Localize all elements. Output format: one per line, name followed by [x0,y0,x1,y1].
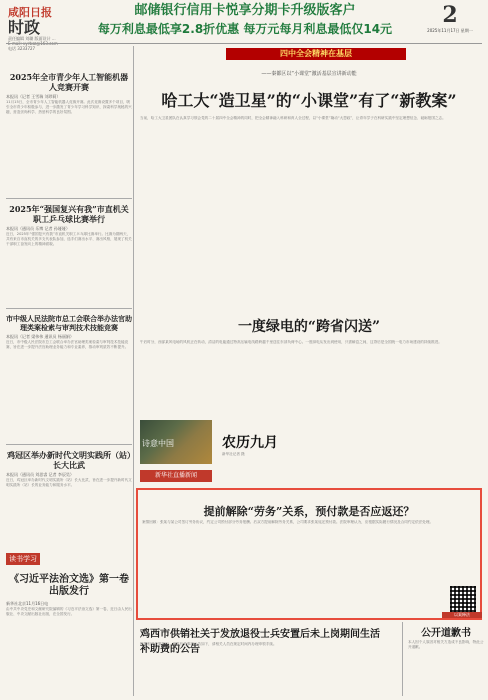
story-body: 11月15日，全市青少年人工智能机器人竞赛开赛。此次竞赛设置多个项目，吸引全市青少年积极参与，进一步激发了青少年学习科学知识、探索科学奥秘的兴趣，营造崇尚科学、热爱科学的良好氛围。 [6,100,132,114]
story-civilization-contest[interactable] [6,450,132,548]
story-c-title[interactable]: 提前解除“劳务”关系，预付款是否应返还？ [203,505,415,518]
phone-line: 电话 3233727 [8,46,36,51]
qr-code[interactable] [450,586,476,612]
page-number-block [415,2,485,42]
divider [6,198,132,199]
story-c-body: 案情回顾：张某与某公司签订劳务协议，约定公司预付部分劳务报酬。后双方提前解除劳务关系，公司要求张某返还预付款。法院审理认为，应根据实际履行情况及合同约定依法处理。 [142,520,434,524]
banner-label: 四中全会精神在基层 [226,48,406,60]
story-a-body: 当前，哈工大卫星团队在认真学习领会党的二十届四中全会精神的同时，把全会精神融入科研和育人全过程，以“小课堂”撬动“大思政”，让青年学子在科研实践中坚定理想信念、砥砺报国之志。 [140,116,446,120]
editor-line: 责任编辑 刘璐 版面设计 ... [8,36,56,41]
ad-line-1: 邮储银行信用卡悦享分期卡升级版客户 [134,3,356,18]
story-a-subhead: ——秦都区以“小课堂”激活基层宣讲新动能 [261,71,357,77]
xinhua-tag: 新华社直播新闻 [140,470,212,482]
story-b-body: 午后时分，西部某风电场的风机正在转动，清洁的电能通过特高压输电线路跨越千里送往东部负荷中心。一度绿电从发出到使用，只需瞬息之间，这背后是全国统一电力市场建设的持续推进。 [140,340,442,344]
story-byline: 本报讯（通讯员 刘思睿 记者 李辰昊） [6,472,74,477]
page-number: 2 [442,2,458,28]
qr-caption: 以案释法 [442,612,482,618]
issue-date: 2025年11月17日 星期一 [427,28,473,33]
story-title: 2025年“强国复兴有我”市直机关职工乒乓球比赛举行 [9,204,129,224]
divider [6,308,132,309]
bank-advertisement[interactable] [80,2,410,42]
ad-line-2: 每万利息最低享2.8折优惠 每万元每月利息最低仅14元 [97,22,393,36]
masthead [0,0,488,51]
story-body: 近日，市中级人民法院市总工会联合举办法官助理类案检索与审判技术技能竞赛，旨在进一步提升法官助理业务能力和专业素养，推动审判质效不断提升。 [6,340,129,349]
story-byline: 本报讯（通讯员 乐博 记者 孙娅娅） [6,226,70,231]
story-title: 市中级人民法院市总工会联合举办法官助理类案检索与审判技术技能竞赛 [6,314,132,332]
brand-block [8,4,78,51]
story-byline: 新华社北京11月16日电 [6,601,49,606]
story-d-title[interactable]: 鸡西市供销社关于发放退役士兵安置后未上岗期间生活补助费的公告 [140,629,380,655]
story-byline: 本报讯（记者 梁伟伟 通讯员 杨丽娟） [6,334,74,339]
story-rule-of-law-book[interactable] [6,574,132,687]
story-a-title[interactable]: 哈工大“造卫星”的“小课堂”有了“新教案” [161,91,457,110]
story-court-contest[interactable] [6,314,132,422]
divider [6,444,132,445]
story-body: 近日，2025年“强国复兴有我”市直机关职工乒乓球比赛举行。比赛为期两天，共有来自市直机关的多支代表队参加，选手们赛出水平、赛出风格，展现了机关干部职工奋发向上的精神面貌。 [6,232,132,246]
poem-side-label: 诗意中国 [142,439,174,448]
story-e-body: 本人因个人原因对相关方造成不良影响，特此公开道歉。 [408,640,484,649]
header-divider [6,43,482,44]
story-table-tennis[interactable] [6,204,132,302]
story-e-title[interactable]: 公开道歉书 [421,628,471,639]
story-title: 《习近平法治文选》第一卷出版发行 [9,574,129,597]
story-robot-contest[interactable] [6,72,132,166]
poem-title[interactable]: 农历九月 [222,435,278,451]
story-d-body: 根据相关政策规定，现将有关事项公告如下，请相关人员在规定时间内办理申领手续。 [140,642,277,646]
section-title: 时政 [8,18,41,37]
story-body: 近日，鸡冠区举办新时代文明实践所（站）长大比武，旨在进一步提升新时代文明实践所（站）长的业务能力和服务水平。 [6,478,132,487]
poem-caption: 新华社记者 摄 [222,452,245,456]
bottom-divider [402,622,403,696]
section-tag-study: 读书学习 [6,553,40,565]
story-body: 由中共中央党史和文献研究院编辑的《习近平法治文选》第一卷，近日由人民出版社、中央文献出版社出版，在全国发行。 [6,607,132,616]
story-title: 鸡冠区举办新时代文明实践所（站）长大比武 [7,450,131,470]
section-banner [136,46,482,62]
story-b-title[interactable]: 一度绿电的“跨省闪送” [237,319,381,335]
brand-logo: 咸阳日报 [8,6,52,19]
story-title: 2025年全市青少年人工智能机器人竞赛开赛 [9,72,129,92]
story-byline: 本报讯（记者 王雪瑞 刘珍莉） [6,94,61,99]
column-divider [133,46,134,696]
